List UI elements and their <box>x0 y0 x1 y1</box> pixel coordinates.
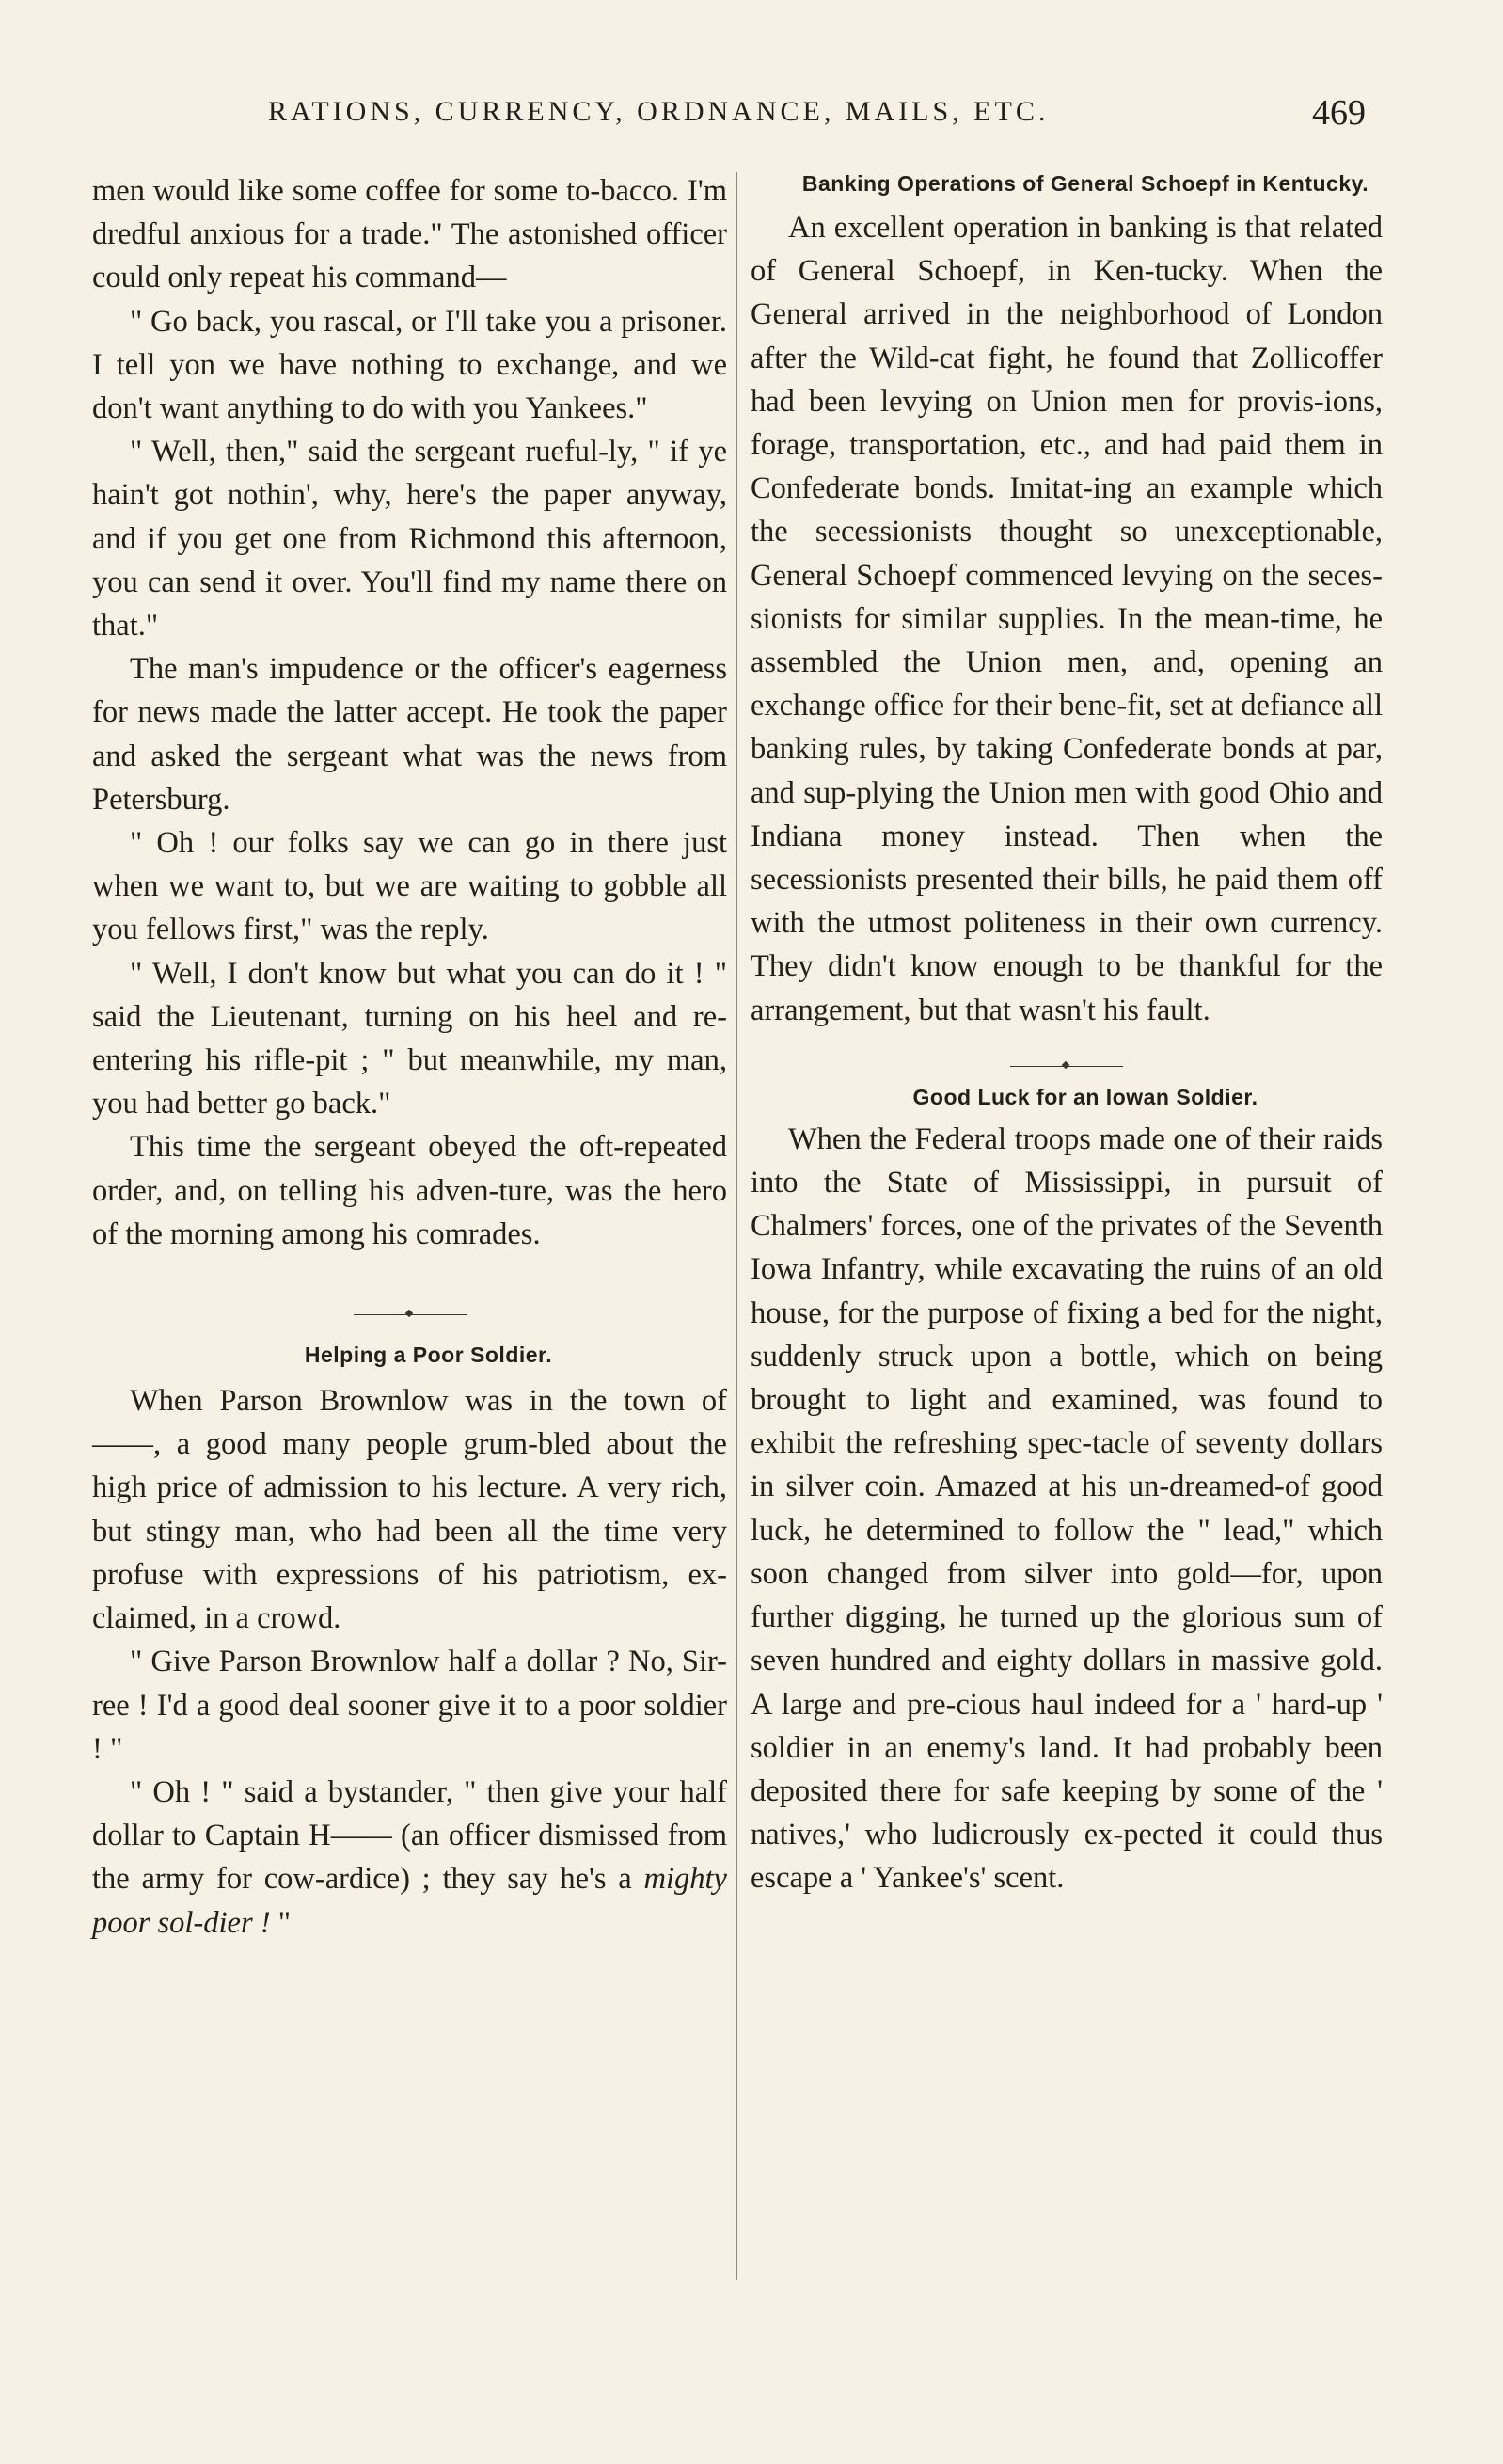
paragraph: " Give Parson Brownlow half a dollar ? No, Sir-ree ! I'd a good deal sooner give it to a poor soldier ! " <box>92 1645 727 1766</box>
column-rule <box>736 172 737 2280</box>
section-heading: Helping a Poor Soldier. <box>304 1343 553 1368</box>
paragraph: This time the sergeant obeyed the oft-repeated order, and, on telling his adven-ture, was the hero of the morning among his comrades. <box>92 1130 727 1251</box>
emphasized-text: mighty poor sol-dier ! <box>92 1862 727 1940</box>
right-column <box>751 169 1383 1900</box>
paragraph: An excellent operation in banking is that related of General Schoepf, in Ken-tucky. When the General arrived in the neighborhood of London after the Wild-cat fight, he found that Zollicoffer had been levying on Union men for provis-ions, forage, transportation, etc., and had paid them in Confederate bonds. Imitat-ing an example which the secessionists thought so unexceptionable, General Schoepf commenced levying on the seces-sionists for similar supplies. In the mean-time, he assembled the Union men, and, opening an exchange office for their bene-fit, set at defiance all banking rules, by taking Confederate bonds at par, and sup-plying the Union men with good Ohio and Indiana money instead. Then when the secessionists presented their bills, he paid them off with the utmost politeness in their own currency. They didn't know enough to be thankful for the arrangement, but that wasn't his fault. <box>751 211 1383 1027</box>
paragraph-text: " <box>270 1905 291 1940</box>
section-divider <box>92 1294 727 1331</box>
paragraph: The man's impudence or the officer's eagerness for news made the latter accept. He took the paper and asked the sergeant what was the news from Petersburg. <box>92 652 727 817</box>
running-head: RATIONS, CURRENCY, ORDNANCE, MAILS, ETC. <box>268 96 1050 127</box>
paragraph-text: " Oh ! " said a bystander, " then give your half dollar to Captain H—— (an officer dismissed from the army for cow-ardice) ; they say he's a <box>92 1774 727 1897</box>
paragraph: " Oh ! our folks say we can go in there just when we want to, but we are waiting to gobble all you fellows first," was the reply. <box>92 826 727 947</box>
paragraph: men would like some coffee for some to-bacco. I'm dredful anxious for a trade." The astonished officer could only repeat his command— <box>92 174 727 295</box>
section-heading: Banking Operations of General Schoepf in Kentucky. <box>801 171 1369 196</box>
section-divider <box>751 1045 1383 1083</box>
page-number: 469 <box>1312 93 1366 133</box>
paragraph: " Well, I don't know but what you can do it ! " said the Lieutenant, turning on his heel and re-entering his rifle-pit ; " but meanwhile, my man, you had better go back." <box>92 956 727 1121</box>
paragraph: When the Federal troops made one of their raids into the State of Mississippi, in pursuit of Chalmers' forces, one of the privates of the Seventh Iowa Infantry, while excavating the ruins of an old house, for the purpose of fixing a bed for the night, suddenly struck upon a bottle, which on being brought to light and examined, was found to exhibit the refreshing spec-tacle of seventy dollars in silver coin. Amazed at his un-dreamed-of good luck, he determined to follow the " lead," which soon changed from silver into gold—for, upon further digging, he turned up the glorious sum of seven hundred and eighty dollars in massive gold. A large and pre-cious haul indeed for a ' hard-up ' soldier in an enemy's land. It had probably been deposited there for safe keeping by some of the ' natives,' who ludicrously ex-pected it could thus escape a ' Yankee's' scent. <box>751 1121 1383 1896</box>
section-heading: Good Luck for an Iowan Soldier. <box>912 1084 1258 1109</box>
paragraph: When Parson Brownlow was in the town of ——, a good many people grum-bled about the high price of admission to his lecture. A very rich, but stingy man, who had been all the time very profuse with expressions of his patriotism, ex-claimed, in a crowd. <box>92 1384 727 1636</box>
paragraph: " Go back, you rascal, or I'll take you a prisoner. I tell yon we have nothing to exchange, and we don't want anything to do with you Yankees." <box>92 304 727 426</box>
paragraph <box>92 1771 727 1945</box>
paragraph: " Well, then," said the sergeant rueful-ly, " if ye hain't got nothin', why, here's the paper anyway, and if you get one from Richmond this afternoon, you can send it over. You'll find my name there on that." <box>92 435 727 644</box>
left-column <box>92 169 727 1945</box>
